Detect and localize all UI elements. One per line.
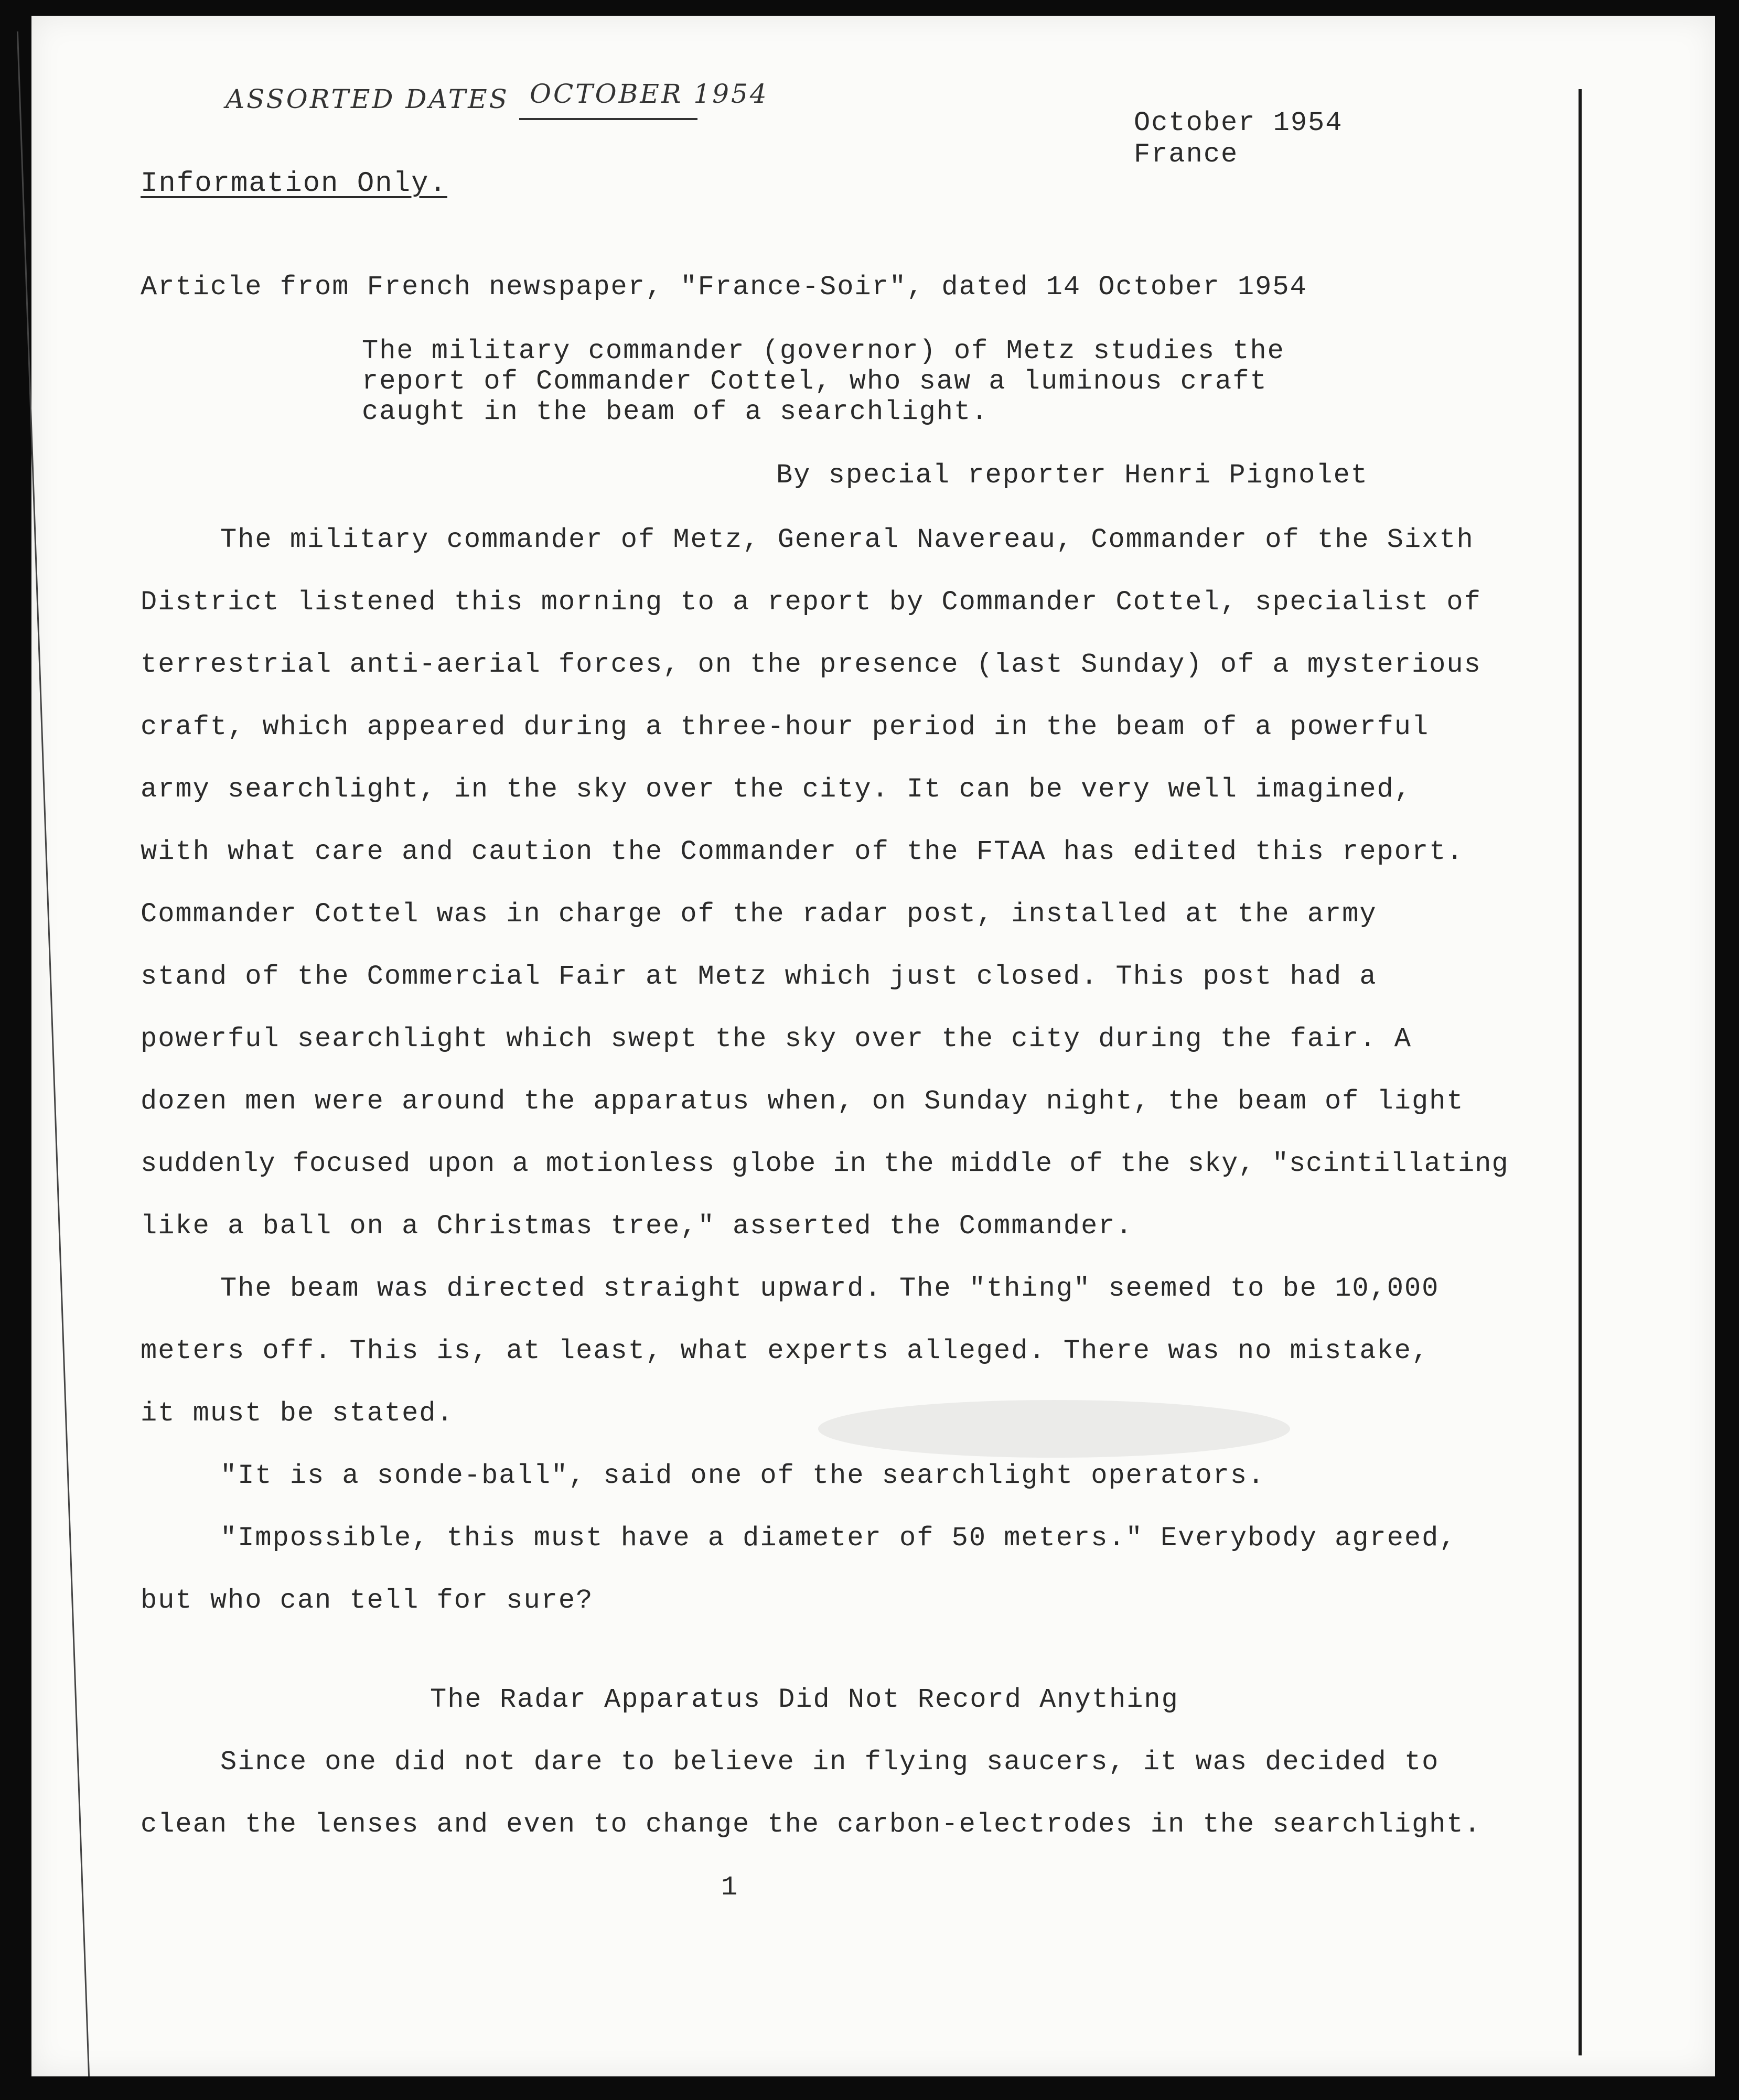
byline: By special reporter Henri Pignolet (776, 460, 1368, 491)
right-margin-line (1579, 89, 1582, 2055)
body-line: terrestrial anti-aerial forces, on the presence (last Sunday) of a mysterious (141, 649, 1482, 680)
body-line: The military commander of Metz, General Navereau, Commander of the Sixth (220, 524, 1474, 555)
handwritten-note-left: ASSORTED DATES (226, 84, 509, 114)
page-edge (0, 31, 90, 2076)
body-line: army searchlight, in the sky over the city. It can be very well imagined, (141, 774, 1412, 805)
body-line: stand of the Commercial Fair at Metz which just closed. This post had a (141, 961, 1377, 992)
body-line: District listened this morning to a report by Commander Cottel, specialist of (141, 587, 1482, 618)
document-country: France (1134, 139, 1239, 170)
handwritten-underline (519, 118, 697, 120)
body-line: meters off. This is, at least, what experts alleged. There was no mistake, (141, 1336, 1430, 1366)
body-line: with what care and caution the Commander of the FTAA has edited this report. (141, 836, 1464, 867)
handwritten-note-right: OCTOBER 1954 (530, 79, 769, 109)
body-line: like a ball on a Christmas tree," asserted the Commander. (141, 1211, 1133, 1242)
body-line: "It is a sonde-ball", said one of the searchlight operators. (220, 1460, 1265, 1491)
section-heading: The Radar Apparatus Did Not Record Anything (430, 1684, 1179, 1715)
body-line: "Impossible, this must have a diameter of 50 meters." Everybody agreed, (220, 1523, 1457, 1554)
body-line: but who can tell for sure? (141, 1585, 594, 1616)
body-line: Commander Cottel was in charge of the radar post, installed at the army (141, 899, 1377, 930)
body-line: it must be stated. (141, 1398, 454, 1429)
document-date: October 1954 (1134, 107, 1343, 138)
body-line: suddenly focused upon a motionless globe in the middle of the sky, "scintillating (141, 1148, 1509, 1179)
information-only-stamp: Information Only. (141, 168, 447, 200)
body-line: dozen men were around the apparatus when, on Sunday night, the beam of light (141, 1086, 1464, 1117)
summary-line: report of Commander Cottel, who saw a luminous craft (362, 366, 1268, 397)
summary-line: The military commander (governor) of Metz studies the (362, 336, 1285, 367)
body-line: powerful searchlight which swept the sky over the city during the fair. A (141, 1024, 1412, 1054)
body-line: The beam was directed straight upward. The "thing" seemed to be 10,000 (220, 1273, 1440, 1304)
page-number: 1 (721, 1872, 739, 1903)
body-line: Since one did not dare to believe in flying saucers, it was decided to (220, 1747, 1440, 1778)
body-line: clean the lenses and even to change the carbon-electrodes in the searchlight. (141, 1809, 1482, 1840)
body-line: craft, which appeared during a three-hour period in the beam of a powerful (141, 712, 1430, 742)
scan-smudge (818, 1400, 1290, 1458)
source-line: Article from French newspaper, "France-Soir", dated 14 October 1954 (141, 272, 1307, 303)
summary-line: caught in the beam of a searchlight. (362, 396, 989, 427)
